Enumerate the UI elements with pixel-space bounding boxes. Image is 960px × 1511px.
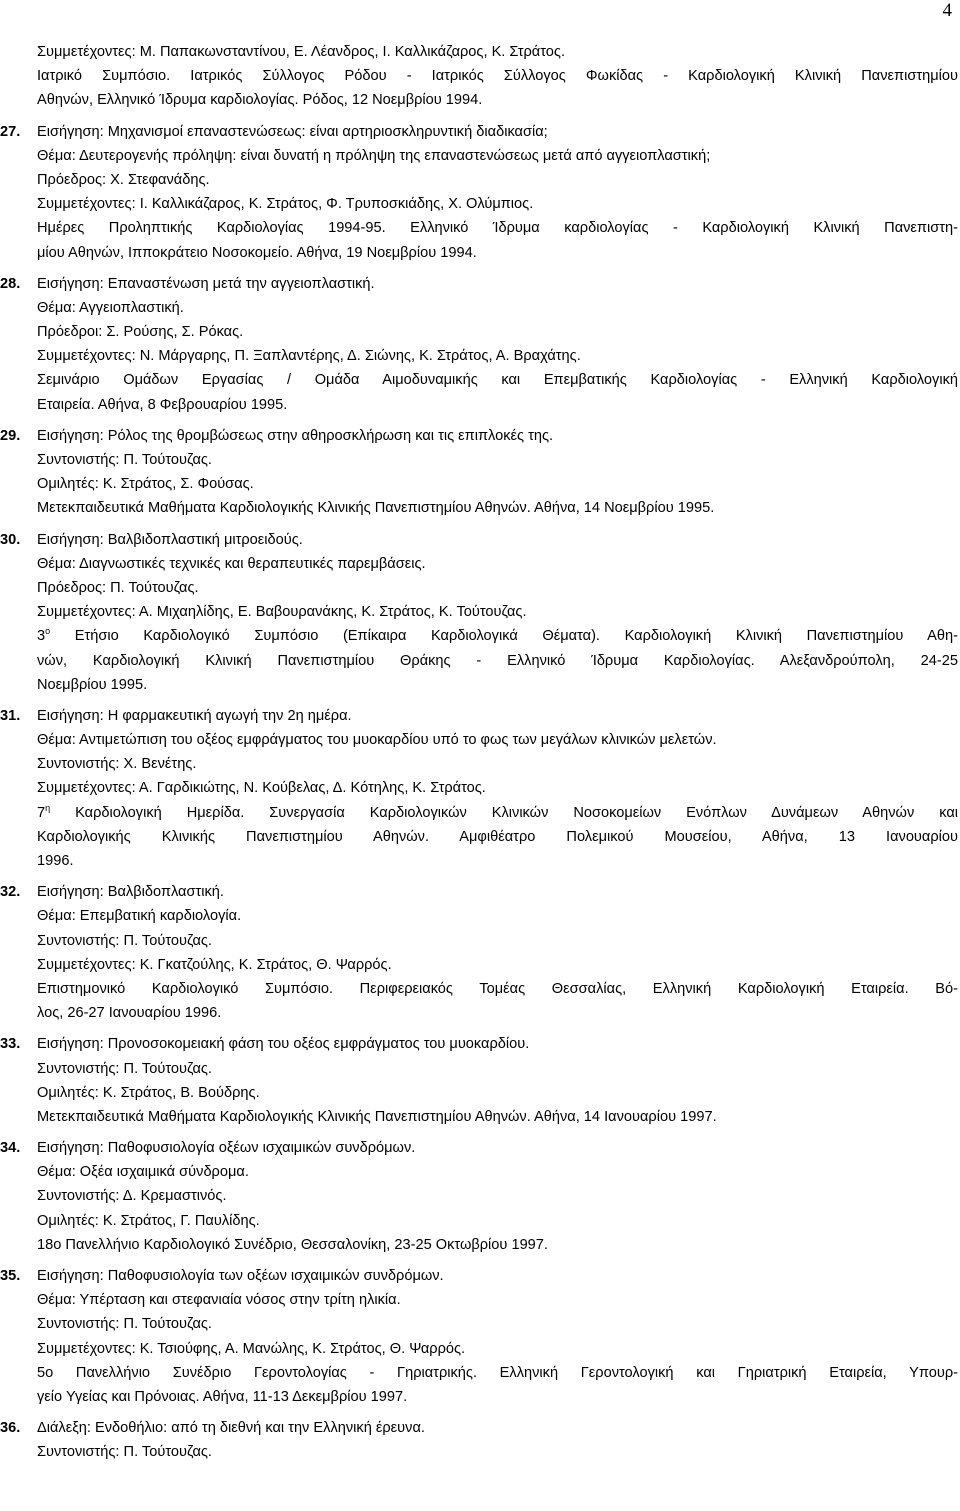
entry-event-date: Νοεμβρίου 1995. xyxy=(37,676,148,693)
entry-speakers: Ομιλητές: Κ. Στράτος, Σ. Φούσας. xyxy=(37,476,254,493)
entry-33 xyxy=(0,1032,958,1129)
entry-event: 18ο Πανελλήνιο Καρδιολογικό Συνέδριο, Θεσσαλονίκη, 23-25 Οκτωβρίου 1997. xyxy=(37,1236,548,1253)
entry-talk: Εισήγηση: Μηχανισμοί επαναστενώσεως: είναι αρτηριοσκληρυντική διαδικασία; xyxy=(37,123,548,140)
event-title: Ετήσιο Καρδιολογικό Συμπόσιο (Επίκαιρα Καρδιολογικά Θέματα). Καρδιολογική Κλινική Πανεπιστημίου Αθη- xyxy=(50,628,958,645)
entry-number: 32. xyxy=(0,884,21,901)
entry-talk: Εισήγηση: Βαλβιδοπλαστική. xyxy=(37,884,224,901)
event-title: Καρδιολογική Ημερίδα. Συνεργασία Καρδιολογικών Κλινικών Νοσοκομείων Ενόπλων Δυνάμεων Αθηνών και xyxy=(50,804,958,821)
entry-topic: Θέμα: Οξέα ισχαιμικά σύνδρομα. xyxy=(37,1164,249,1181)
entry-31 xyxy=(0,704,958,873)
entry-coordinator: Συντονιστής: Π. Τούτουζας. xyxy=(37,1444,212,1461)
entry-topic: Θέμα: Αντιμετώπιση του οξέος εμφράγματος του μυοκαρδίου υπό το φως των μεγάλων κλινικών μελετών. xyxy=(37,732,717,749)
entry-event: 5ο Πανελλήνιο Συνέδριο Γεροντολογίας - Γηριατρικής. Ελληνική Γεροντολογική και Γηριατρική Εταιρεία, Υπουρ- xyxy=(37,1364,958,1381)
entry-chair: Πρόεδρος: Χ. Στεφανάδης. xyxy=(37,171,210,188)
entry-number: 33. xyxy=(0,1036,21,1053)
entry-event xyxy=(37,801,958,825)
intro-event: Ιατρικό Συμπόσιο. Ιατρικός Σύλλογος Ρόδου - Ιατρικός Σύλλογος Φωκίδας - Καρδιολογική Κλινική Πανεπιστημίου xyxy=(37,68,958,85)
entry-talk: Εισήγηση: Βαλβιδοπλαστική μιτροειδούς. xyxy=(37,531,303,548)
entry-lecture: Διάλεξη: Ενδοθήλιο: από τη διεθνή και την Ελληνική έρευνα. xyxy=(37,1420,425,1437)
entry-36 xyxy=(0,1416,958,1464)
entry-talk: Εισήγηση: Προνοσοκομειακή φάση του οξέος εμφράγματος του μυοκαρδίου. xyxy=(37,1036,530,1053)
entry-number: 35. xyxy=(0,1268,21,1284)
entry-chair: Πρόεδρος: Π. Τούτουζας. xyxy=(37,579,199,596)
entry-event: Επιστημονικό Καρδιολογικό Συμπόσιο. Περιφερειακός Τομέας Θεσσαλίας, Ελληνική Καρδιολογική Εταιρεία. Βό- xyxy=(37,980,958,997)
entry-talk: Εισήγηση: Παθοφυσιολογία των οξέων ισχαιμικών συνδρόμων. xyxy=(37,1268,444,1284)
entry-talk: Εισήγηση: Η φαρμακευτική αγωγή την 2η ημέρα. xyxy=(37,707,352,724)
entry-coordinator: Συντονιστής: Π. Τούτουζας. xyxy=(37,932,212,949)
event-ordinal: 3 xyxy=(37,628,46,645)
entry-speakers: Ομιλητές: Κ. Στράτος, Γ. Παυλίδης. xyxy=(37,1212,260,1229)
entry-participants: Συμμετέχοντες: Ι. Καλλικάζαρος, Κ. Στράτος, Φ. Τρυποσκιάδης, Χ. Ολύμπιος. xyxy=(37,196,534,213)
entry-event-location: λος, 26-27 Ιανουαρίου 1996. xyxy=(37,1005,222,1022)
entry-topic: Θέμα: Επεμβατική καρδιολογία. xyxy=(37,908,242,925)
entry-speakers: Ομιλητές: Κ. Στράτος, Β. Βούδρης. xyxy=(37,1084,260,1101)
page-number: 4 xyxy=(942,0,952,21)
entry-coordinator: Συντονιστής: Π. Τούτουζας. xyxy=(37,452,212,468)
entry-coordinator: Συντονιστής: Π. Τούτουζας. xyxy=(37,1060,212,1077)
entry-participants: Συμμετέχοντες: Κ. Γκατζούλης, Κ. Στράτος, Θ. Ψαρρός. xyxy=(37,956,392,973)
entry-number: 27. xyxy=(0,123,21,140)
entry-number: 28. xyxy=(0,275,21,292)
entry-topic: Θέμα: Αγγειοπλαστική. xyxy=(37,299,184,316)
entry-event: Μετεκπαιδευτικά Μαθήματα Καρδιολογικής Κλινικής Πανεπιστημίου Αθηνών. Αθήνα, 14 Ιανουαρίου 1997. xyxy=(37,1108,717,1125)
entry-event-location: γείο Υγείας και Πρόνοιας. Αθήνα, 11-13 Δεκεμβρίου 1997. xyxy=(37,1388,408,1405)
entry-number: 31. xyxy=(0,707,21,724)
entry-event: Σεμινάριο Ομάδων Εργασίας / Ομάδα Αιμοδυναμικής και Επεμβατικής Καρδιολογίας - Ελληνική Καρδιολογική xyxy=(37,372,958,389)
event-ordinal-suffix: ο xyxy=(45,626,51,637)
intro-continuation xyxy=(37,40,958,113)
entry-talk: Εισήγηση: Επαναστένωση μετά την αγγειοπλαστική. xyxy=(37,275,375,292)
entry-28 xyxy=(0,272,958,417)
entry-event-continued: νών, Καρδιολογική Κλινική Πανεπιστημίου Θράκης - Ελληνικό Ίδρυμα Καρδιολογίας. Αλεξανδρούπολη, 24-25 xyxy=(37,652,958,669)
intro-event-location: Αθηνών, Ελληνικό Ίδρυμα καρδιολογίας. Ρόδος, 12 Νοεμβρίου 1994. xyxy=(37,92,483,109)
entry-event-location: Εταιρεία. Αθήνα, 8 Φεβρουαρίου 1995. xyxy=(37,396,288,413)
entry-32 xyxy=(0,880,958,1025)
entry-event-location: μίου Αθηνών, Ιπποκράτειο Νοσοκομείο. Αθήνα, 19 Νοεμβρίου 1994. xyxy=(37,244,477,261)
entry-29 xyxy=(0,424,958,521)
entry-talk: Εισήγηση: Παθοφυσιολογία οξέων ισχαιμικών συνδρόμων. xyxy=(37,1140,416,1157)
entry-coordinator: Συντονιστής: Π. Τούτουζας. xyxy=(37,1316,212,1333)
entry-number: 34. xyxy=(0,1140,21,1157)
entry-event xyxy=(37,624,958,648)
entry-30 xyxy=(0,528,958,697)
intro-participants: Συμμετέχοντες: Μ. Παπακωνσταντίνου, Ε. Λέανδρος, Ι. Καλλικάζαρος, Κ. Στράτος. xyxy=(37,44,565,60)
entry-participants: Συμμετέχοντες: Α. Γαρδικιώτης, Ν. Κούβελας, Δ. Κότηλης, Κ. Στράτος. xyxy=(37,780,486,797)
entry-number: 36. xyxy=(0,1420,21,1437)
entry-34 xyxy=(0,1136,958,1257)
entry-coordinator: Συντονιστής: Χ. Βενέτης. xyxy=(37,756,197,773)
entry-participants: Συμμετέχοντες: Ν. Μάργαρης, Π. Ξαπλαντέρης, Δ. Σιώνης, Κ. Στράτος, Α. Βραχάτης. xyxy=(37,348,581,365)
entry-35 xyxy=(0,1264,958,1409)
entry-participants: Συμμετέχοντες: Α. Μιχαηλίδης, Ε. Βαβουρανάκης, Κ. Στράτος, Κ. Τούτουζας. xyxy=(37,604,527,621)
event-ordinal: 7 xyxy=(37,804,46,821)
event-ordinal-suffix: η xyxy=(45,802,51,813)
entry-topic: Θέμα: Υπέρταση και στεφανιαία νόσος στην τρίτη ηλικία. xyxy=(37,1292,401,1309)
entry-event-date: 1996. xyxy=(37,853,74,869)
entry-chairs: Πρόεδροι: Σ. Ρούσης, Σ. Ρόκας. xyxy=(37,324,244,341)
entry-event-continued: Καρδιολογικής Κλινικής Πανεπιστημίου Αθηνών. Αμφιθέατρο Πολεμικού Μουσείου, Αθήνα, 13 Ιανουαρίου xyxy=(37,828,958,845)
entry-27 xyxy=(0,120,958,265)
entry-event: Ημέρες Προληπτικής Καρδιολογίας 1994-95. Ελληνικό Ίδρυμα καρδιολογίας - Καρδιολογική Κλινική Πανεπιστη- xyxy=(37,220,958,237)
entry-participants: Συμμετέχοντες: Κ. Τσιούφης, Α. Μανώλης, Κ. Στράτος, Θ. Ψαρρός. xyxy=(37,1340,466,1357)
entry-topic: Θέμα: Δευτερογενής πρόληψη: είναι δυνατή η πρόληψη της επαναστενώσεως μετά από αγγειοπλαστική; xyxy=(37,147,711,164)
entry-coordinator: Συντονιστής: Δ. Κρεμαστινός. xyxy=(37,1188,227,1205)
entry-topic: Θέμα: Διαγνωστικές τεχνικές και θεραπευτικές παρεμβάσεις. xyxy=(37,555,426,572)
document-body xyxy=(0,40,958,1465)
entry-number: 30. xyxy=(0,531,21,548)
entry-talk: Εισήγηση: Ρόλος της θρομβώσεως στην αθηροσκλήρωση και τις επιπλοκές της. xyxy=(37,427,554,444)
entry-event: Μετεκπαιδευτικά Μαθήματα Καρδιολογικής Κλινικής Πανεπιστημίου Αθηνών. Αθήνα, 14 Νοεμβρίου 1995. xyxy=(37,500,715,517)
entry-number: 29. xyxy=(0,427,21,444)
